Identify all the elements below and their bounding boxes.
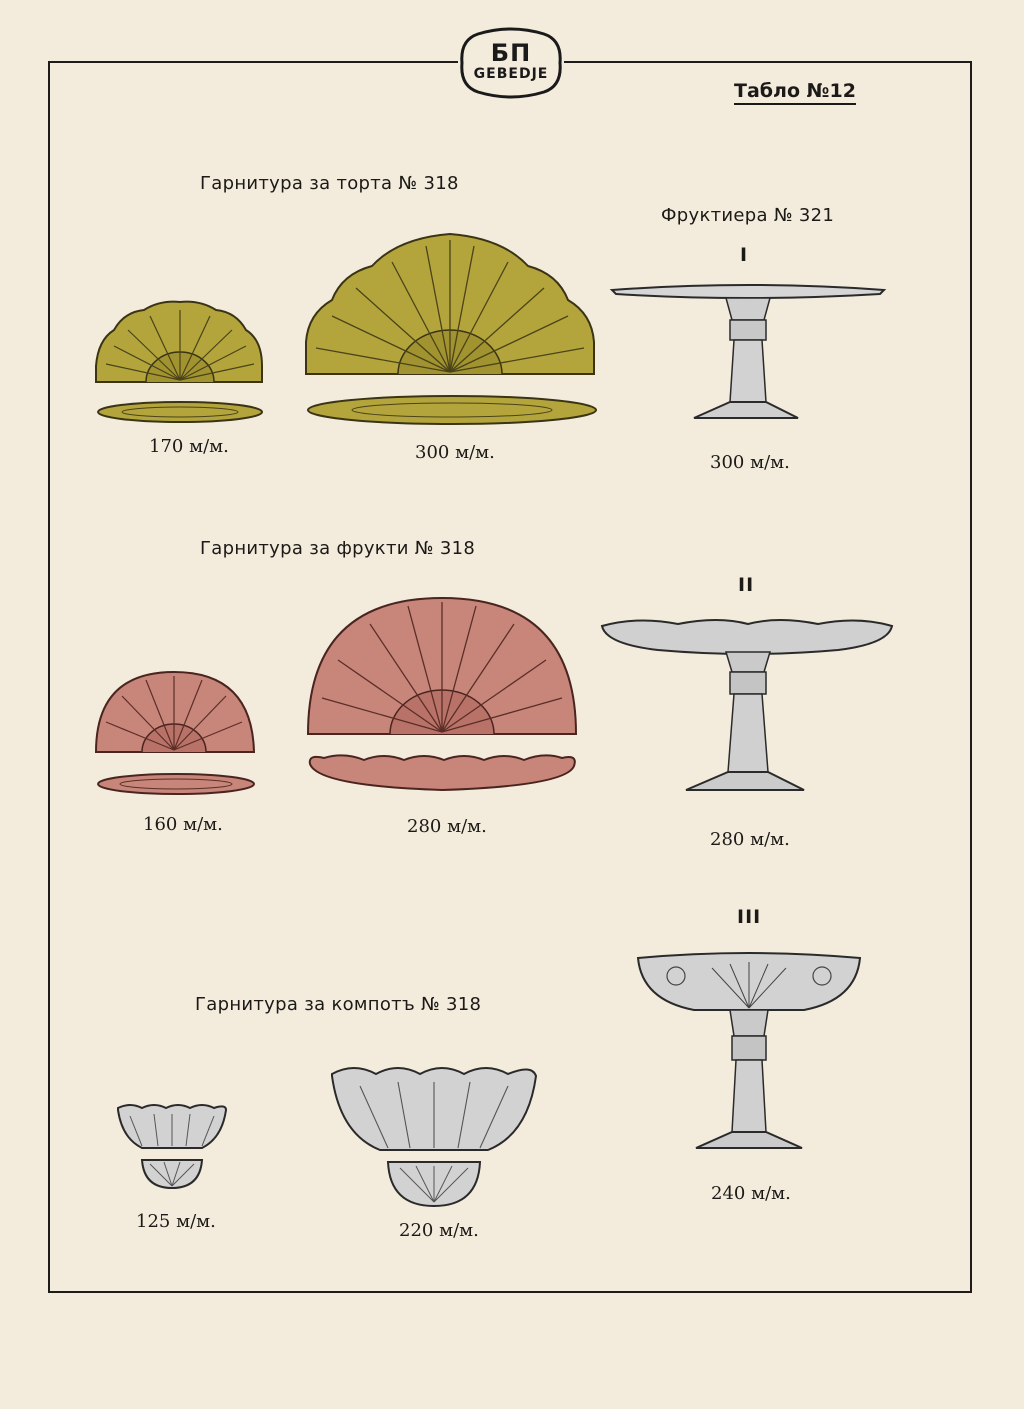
fruit-stand-2-illustration [598,614,896,794]
fruit-stand-heading: Фруктиера № 321 [661,205,835,226]
fruit-set-large-illustration [304,594,580,800]
fruit-stand-1-illustration [608,280,888,426]
cake-set-large-illustration [302,232,598,428]
compote-set-heading: Гарнитура за компотъ № 318 [195,994,482,1015]
fruit-stand-3-size: 240 м/м. [711,1183,791,1204]
fruit-stand-3-illustration [634,950,864,1152]
cake-set-heading: Гарнитура за торта № 318 [200,173,459,194]
fruit-set-small-illustration [94,670,258,798]
compote-set-small-illustration [114,1102,230,1194]
compote-set-large-illustration [328,1062,540,1212]
plate-title: Табло №12 [734,80,856,105]
fruit-set-small-size: 160 м/м. [143,814,223,835]
fruit-stand-2-numeral: II [738,574,755,596]
logo-wordmark: GEBEDJE [473,66,549,82]
logo [458,26,564,100]
fruit-stand-2-size: 280 м/м. [710,829,790,850]
fruit-stand-3-numeral: III [737,906,762,928]
logo-monogram: БП [490,39,532,67]
cake-set-large-size: 300 м/м. [415,442,495,463]
fruit-stand-1-numeral: I [740,244,749,266]
fruit-set-large-size: 280 м/м. [407,816,487,837]
fruit-stand-1-size: 300 м/м. [710,452,790,473]
compote-set-large-size: 220 м/м. [399,1220,479,1241]
cake-set-small-illustration [94,300,266,428]
cake-set-small-size: 170 м/м. [149,436,229,457]
compote-set-small-size: 125 м/м. [136,1211,216,1232]
fruit-set-heading: Гарнитура за фрукти № 318 [200,538,476,559]
